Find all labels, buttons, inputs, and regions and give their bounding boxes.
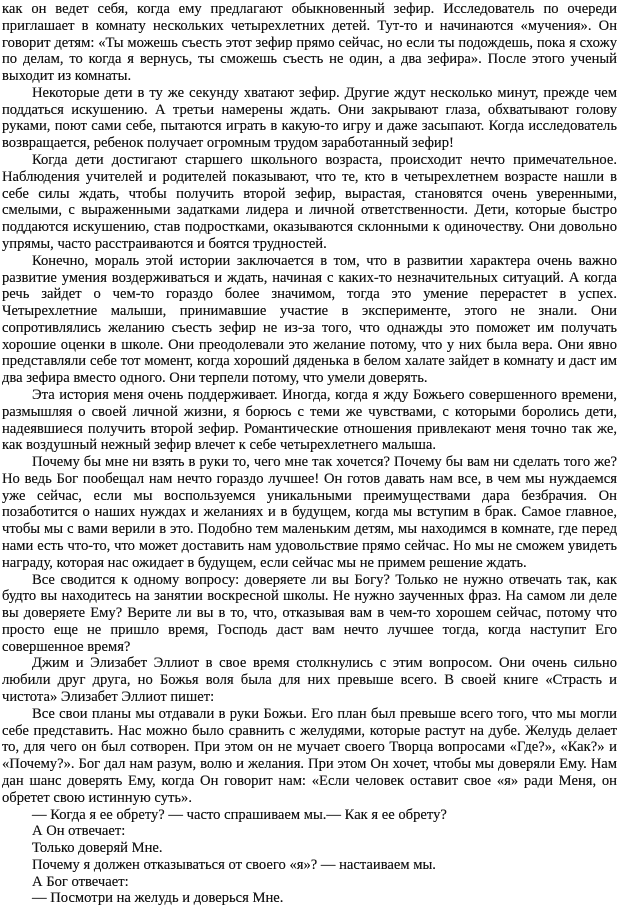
- dialogue-line: — Посмотри на желудь и доверься Мне.: [32, 890, 284, 907]
- paragraph-quote: Все свои планы мы отдавали в руки Божьи. Его план был превыше всего того, что мы могли себе представить. Нас можно было сравнить с желудями, которые растут на дубе. Желудь делает то, для чего он был сотворен. При этом он не мучает своего Творца вопросами «Где?», «Как?» и «Почему?». Бог дал нам разум, волю и желания. При этом Он хочет, чтобы мы доверяли Ему. Нам дан шанс доверять Ему, когда Он говорит нам: «Если человек оставит свое «я» ради Меня, он обретет свою истинную суть».: [2, 705, 617, 806]
- paragraph: Эта история меня очень поддерживает. Иногда, когда я жду Божьего совершенного времени, размышляя о своей личной жизни, я борюсь с теми же чувствами, с которыми боролись дети, надеявшиеся получить второй зефир. Романтические отношения привлекают меня точно так же, как воздушный нежный зефир влечет к себе четырехлетнего малыша.: [2, 386, 617, 454]
- dialogue-line: Только доверяй Мне.: [32, 840, 163, 857]
- paragraph: Почему бы мне ни взять в руки то, чего мне так хочется? Почему бы вам ни сделать того же? Но ведь Бог пообещал нам нечто гораздо лучшее! Он готов давать нам все, в чем мы нуждаемся уже сейчас, если мы воспользуемся уникальными преимуществами дара безбрачия. Он позаботится о наших нуждах и желаниях и в будущем, когда мы вступим в брак. Самое главное, чтобы мы с вами верили в это. Подобно тем маленьким детям, мы находимся в комнате, где перед нами есть что-то, что может доставить нам удовольствие прямо сейчас. Но мы не сможем увидеть награду, которая нас ожидает в будущем, если сейчас мы не примем решение ждать.: [2, 454, 617, 571]
- dialogue-line: А Бог отвечает:: [32, 873, 129, 890]
- paragraph: Некоторые дети в ту же секунду хватают зефир. Другие ждут несколько минут, прежде чем поддаться искушению. А третьи намерены ждать. Они закрывают глаза, обхватывают голову руками, поют сами себе, пытаются играть в какую-то игру и даже засыпают. Когда исследователь возвращается, ребенок получает огромным трудом заработанный зефир!: [2, 84, 617, 152]
- dialogue-line: Почему я должен отказываться от своего «я»? — настаиваем мы.: [32, 856, 436, 873]
- dialogue-line: — Когда я ее обрету? — часто спрашиваем мы.— Как я ее обрету?: [32, 806, 447, 823]
- paragraph: Джим и Элизабет Эллиот в свое время столкнулись с этим вопросом. Они очень сильно любили друг друга, но Божья воля была для них превыше всего. В своей книге «Страсть и чистота» Элизабет Эллиот пишет:: [2, 655, 617, 706]
- paragraph: Когда дети достигают старшего школьного возраста, происходит нечто примечательное. Наблюдения учителей и родителей показывают, что те, кто в четырехлетнем возрасте нашли в себе силы ждать, чтобы получить второй зефир, вырастая, становятся очень уверенными, смелыми, с выраженными задатками лидера и личной ответственности. Дети, которые быстро поддаются искушению, став подростками, оказываются склонными к одиночеству. Они довольно упрямы, часто расстраиваются и боятся трудностей.: [2, 152, 617, 252]
- dialogue-line: А Он отвечает:: [32, 823, 126, 840]
- paragraph: Конечно, мораль этой истории заключается в том, что в развитии характера очень важно развитие умения воздерживаться и ждать, начиная с каких-то незначительных ситуаций. А когда речь зайдет о чем-то гораздо более значимом, тогда это умение перерастет в успех. Четырехлетние малыши, принимавшие участие в эксперименте, этого не знали. Они сопротивлялись желанию съесть зефир не из-за того, что однажды это поможет им получать хорошие оценки в школе. Они преодолевали это желание потому, что у них была вера. Они явно представляли себе тот момент, когда хороший дяденька в белом халате зайдет в комнату и даст им два зефира вместо одного. Они терпели потому, что умели доверять.: [2, 252, 617, 387]
- paragraph: Все сводится к одному вопросу: доверяете ли вы Богу? Только не нужно отвечать так, как будто вы находитесь на занятии воскресной школы. Не нужно заученных фраз. На самом ли деле вы доверяете Ему? Верите ли вы в то, что, отказывая вам в чем-то хорошем сейчас, потому что просто еще не пришло время, Господь даст вам нечто лучшее тогда, когда наступит Его совершенное время?: [2, 571, 617, 655]
- paragraph-continuation: как он ведет себя, когда ему предлагают обыкновенный зефир. Исследователь по очереди приглашает в комнату нескольких четырехлетних детей. Тут-то и начинаются «мучения». Он говорит детям: «Ты можешь съесть этот зефир прямо сейчас, но если ты подождешь, пока я схожу по делам, то когда я вернусь, ты сможешь съесть не один, а два зефира». После этого ученый выходит из комнаты.: [2, 1, 617, 85]
